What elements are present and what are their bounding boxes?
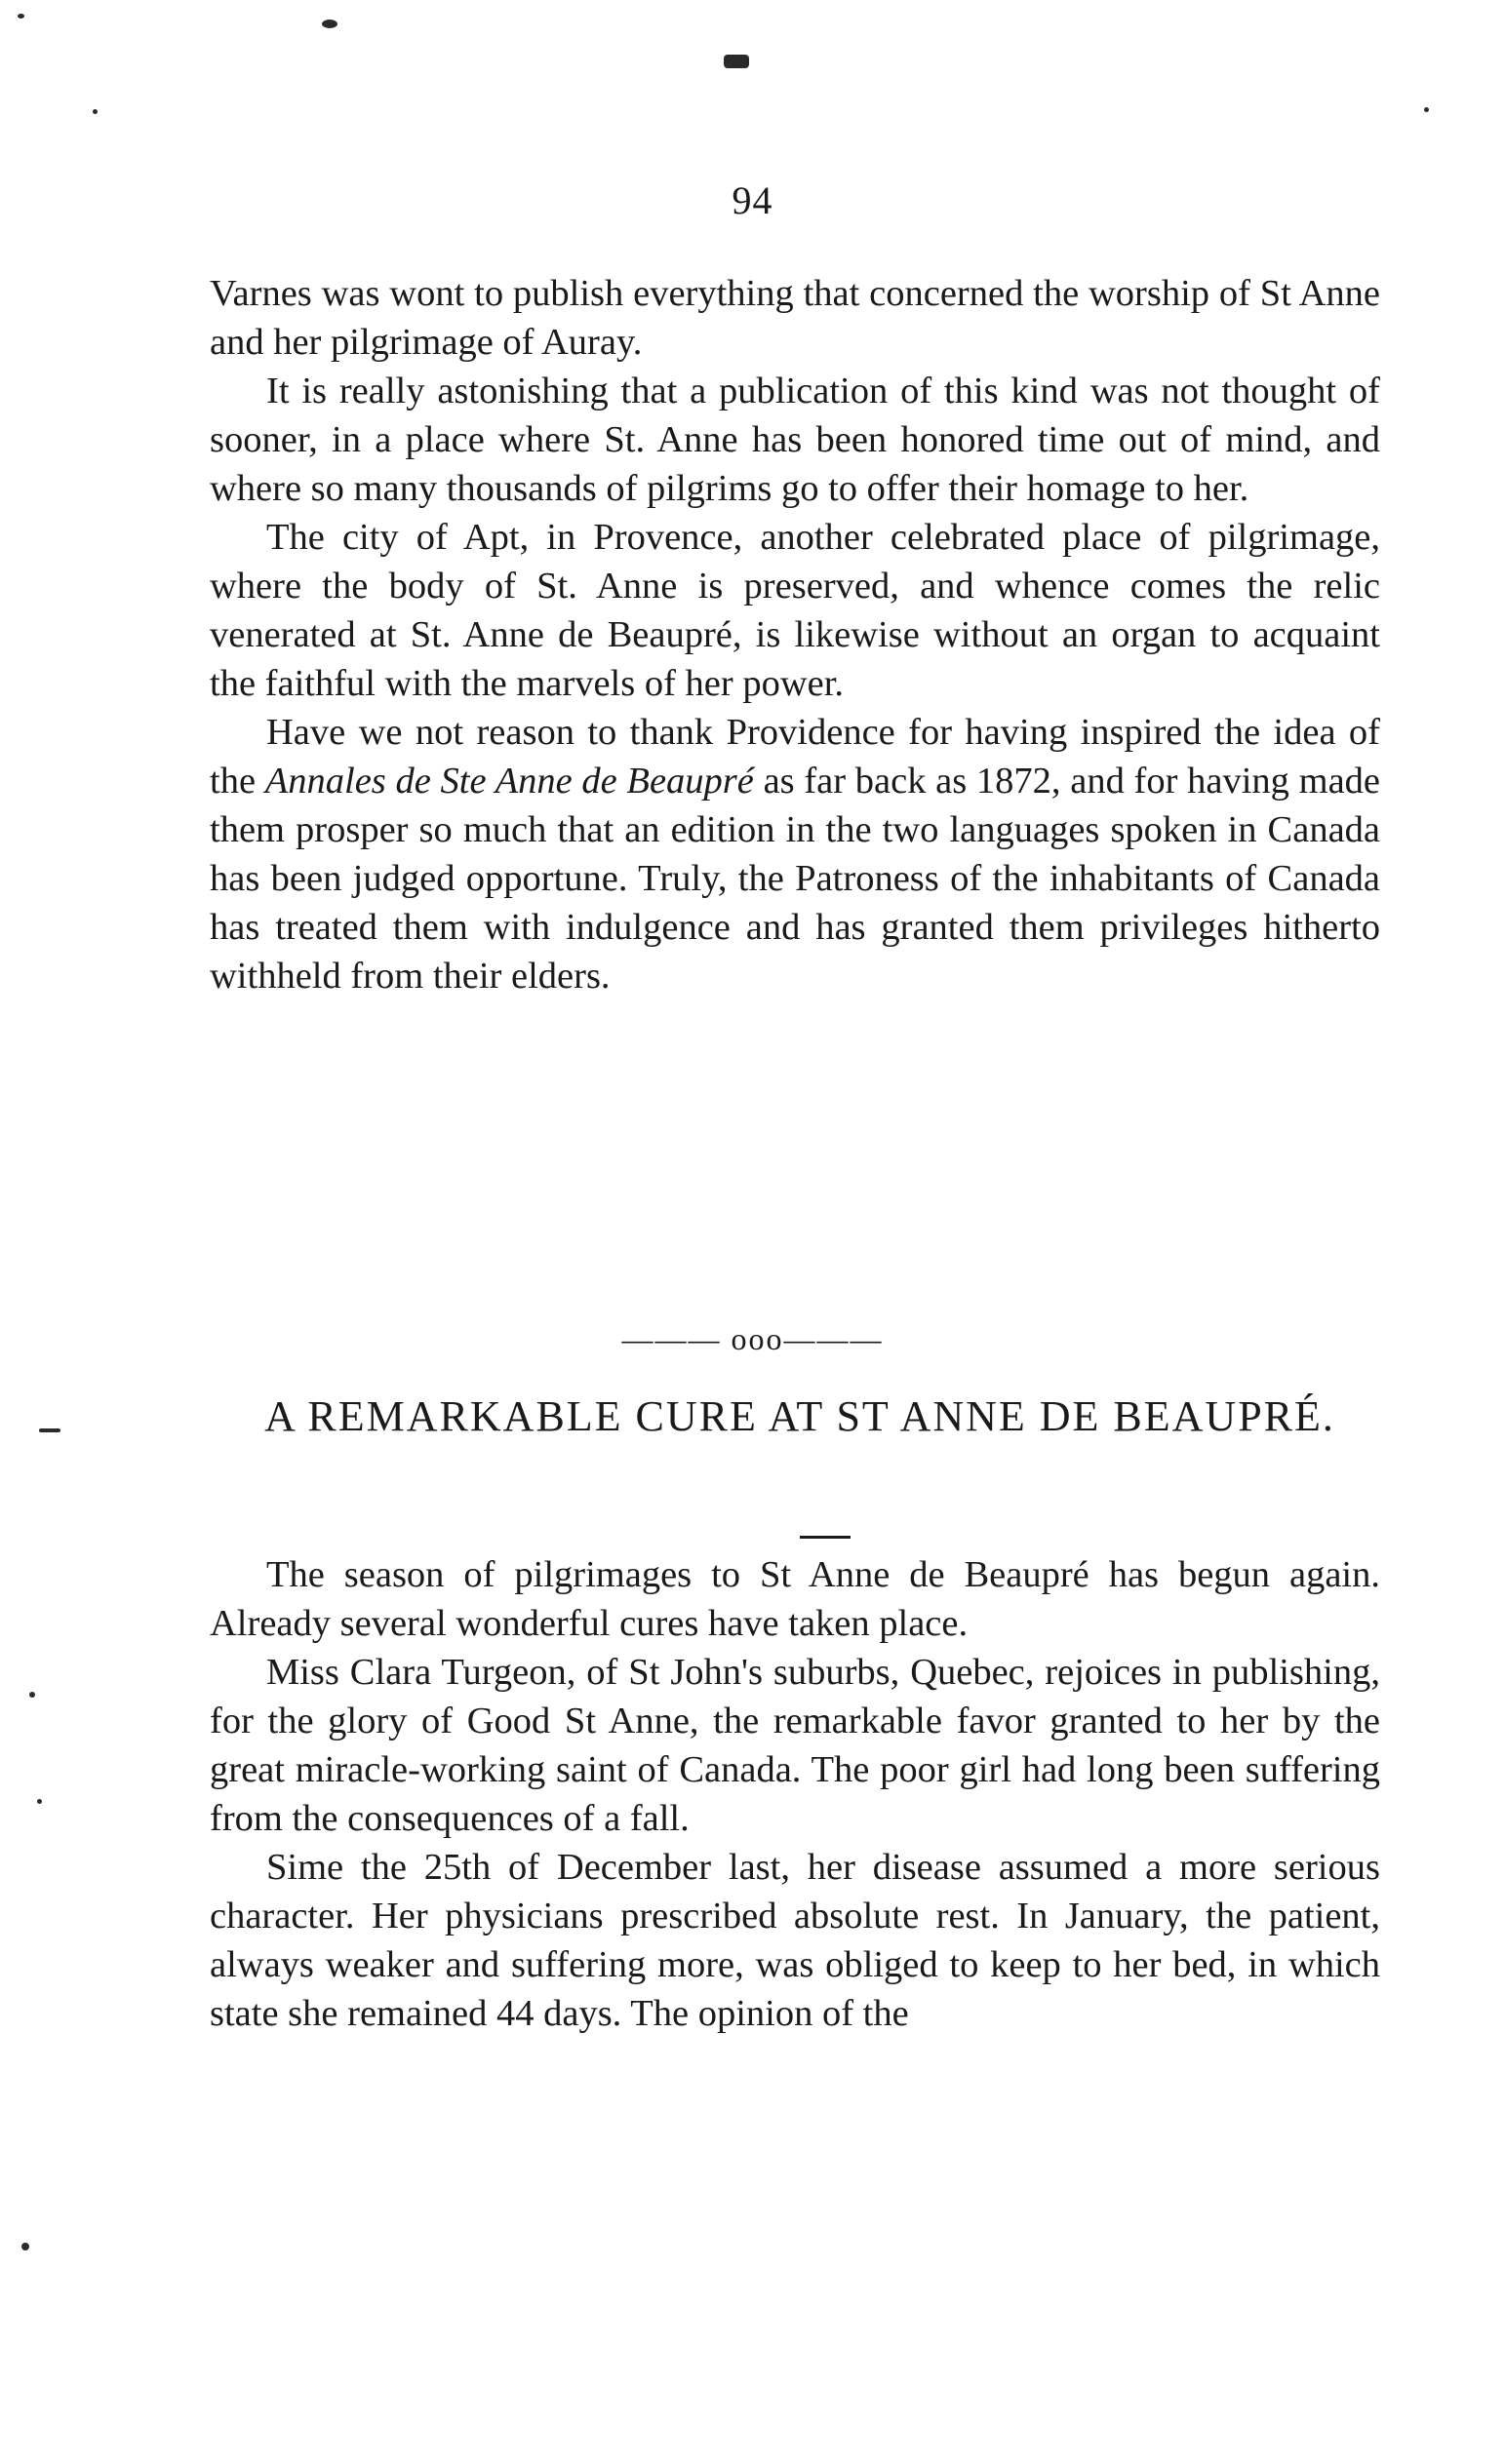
scan-speck xyxy=(29,1692,35,1698)
paragraph xyxy=(210,708,1380,1000)
paragraph: Sime the 25th of December last, her disease assumed a more serious character. Her physicians prescribed absolute rest. In January, the patient, always weaker and suffering more, was obliged to keep to her bed, in which state she remained 44 days. The opinion of the xyxy=(210,1847,1380,2034)
scan-speck xyxy=(18,14,24,19)
scan-speck xyxy=(39,1428,60,1432)
publication-title: Annales de Ste Anne de Beaupré xyxy=(264,761,754,802)
scan-speck xyxy=(1424,107,1429,112)
body-text-section xyxy=(210,269,1380,1000)
paragraph: The season of pilgrimages to St Anne de Beaupré has begun again. Already several wonderful cures have taken place. xyxy=(210,1554,1380,1644)
section-divider: ——— ooo——— xyxy=(621,1321,884,1356)
paragraph: Miss Clara Turgeon, of St John's suburbs, Quebec, rejoices in publishing, for the glory of Good St Anne, the remarkable favor granted to her by the great miracle-working saint of Canada. The poor girl had long been suffering from the consequences of a fall. xyxy=(210,1652,1380,1839)
scan-speck xyxy=(322,20,337,28)
article-body xyxy=(210,1550,1380,2038)
page-number: 94 xyxy=(732,178,773,222)
paragraph: It is really astonishing that a publication of this kind was not thought of sooner, in a place where St. Anne has been honored time out of mind, and where so many thousands of pilgrims go to offer their homage to her. xyxy=(210,371,1380,509)
paragraph-text: as far back as 1872, and for having made them prosper so much that an edition in the two languages spoken in Canada has been judged opportune. Truly, the Patroness of the inhabitants of Canada has treated them with indulgence and has granted them privileges hitherto withheld from their elders. xyxy=(210,761,1380,997)
scan-speck xyxy=(93,109,98,114)
heading-rule xyxy=(800,1536,851,1539)
paragraph: The city of Apt, in Provence, another celebrated place of pilgrimage, where the body of St. Anne is preserved, and whence comes the relic venerated at St. Anne de Beaupré, is likewise without an organ to acquaint the faithful with the marvels of her power. xyxy=(210,517,1380,704)
scan-speck xyxy=(21,2243,29,2250)
paragraph: Varnes was wont to publish everything that concerned the worship of St Anne and her pilgrimage of Auray. xyxy=(210,273,1380,363)
paragraph-text: Have we not reason to thank Providence for having inspired the idea of the xyxy=(210,712,1380,802)
scan-speck xyxy=(37,1799,42,1804)
article-heading: A REMARKABLE CURE AT ST ANNE DE BEAUPRÉ. xyxy=(264,1392,1335,1440)
scan-speck xyxy=(724,55,749,68)
